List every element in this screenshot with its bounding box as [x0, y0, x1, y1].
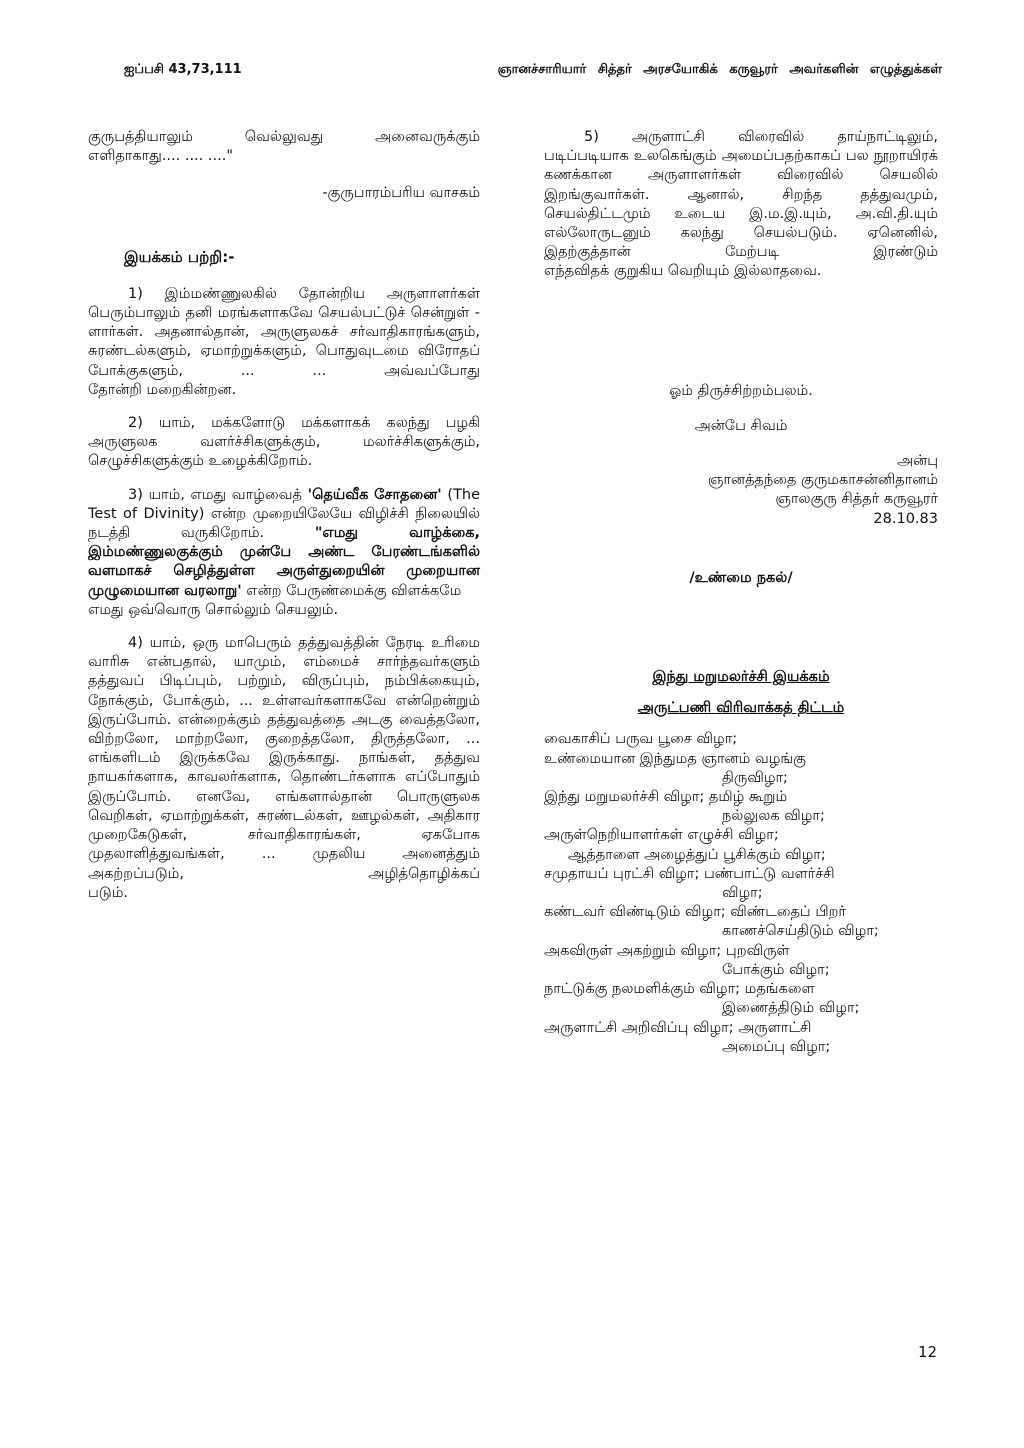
- point-1-text: 1) இம்மண்ணுலகில் தோன்றிய அருளாளர்கள் பெரும்பாலும் தனி மரங்களாகவே செயல்பட்டுச் சென்றுள் - ளார்கள். அதனால்தான், அருளுலகச் சர்வாதிகாரங்களும், சுரண்டல்களும், ஏமாற்றுக்களும், பொதுவுடமை விரோதப் போக்குகளும், ... ... அவ்வப்போது: [88, 285, 480, 379]
- header-author: ஞானச்சாரியார் சித்தர் அரசயோகிக் கருவூரர் அவர்களின் எழுத்துக்கள்: [497, 62, 942, 77]
- om-line: ஓம் திருச்சிற்றம்பலம்.: [669, 382, 813, 399]
- movement-title: இந்து மறுமலர்ச்சி இயக்கம்: [652, 669, 830, 686]
- left-column: [88, 128, 480, 903]
- quote-line-1: குருபத்தியாலும் வெல்லுவது அனைவருக்கும்: [88, 129, 480, 145]
- page-header: [124, 62, 942, 82]
- festival-line-cont: இணைத்திடும் விழா;: [722, 1000, 860, 1017]
- festival-line: இந்து மறுமலர்ச்சி விழா; தமிழ் கூறும்: [544, 789, 788, 806]
- list-item: [544, 1019, 938, 1057]
- festival-line: சமுதாயப் புரட்சி விழா; பண்பாட்டு வளர்ச்சி: [544, 865, 835, 882]
- point-3-bold-quote: "எமது வாழ்க்கை, இம்மண்ணுலகுக்கும் முன்பே அண்ட பேரண்டங்களில் வளமாகச் செழித்துள்ள அருள்துறையின் முறையான முழுமையான வரலாறு': [88, 525, 480, 599]
- signature-name: ஞாலகுரு சித்தர் கருவூரர்: [775, 491, 938, 508]
- festival-line: அகவிருள் அகற்றும் விழா; புறவிருள்: [544, 942, 790, 959]
- festival-line: கண்டவர் விண்டிடும் விழா; விண்டதைப் பிறர்: [544, 904, 846, 921]
- page-number: 12: [918, 1343, 938, 1361]
- point-3-bold-test: சோதனை': [374, 486, 442, 503]
- list-item: [544, 788, 938, 826]
- list-item: [544, 826, 938, 845]
- list-item: [544, 750, 938, 788]
- point-4: [88, 634, 480, 903]
- festival-list: [544, 730, 938, 1056]
- right-column: [544, 128, 938, 1057]
- festival-line-cont: போக்கும் விழா;: [722, 961, 830, 978]
- list-item: [544, 730, 938, 749]
- point-5: [544, 128, 938, 282]
- festival-line: ஆத்தாளை அழைத்துப் பூசிக்கும் விழா;: [568, 846, 826, 863]
- festival-line: அருளாட்சி அறிவிப்பு விழா; அருளாட்சி: [544, 1019, 812, 1036]
- signature-block: [544, 452, 938, 529]
- point-5-last-line: எந்தவிதக் குறுகிய வெறியும் இல்லாதவை.: [544, 263, 822, 280]
- quote-line-2: எளிதாகாது.... .... ....": [88, 148, 233, 165]
- point-5-text: 5) அருளாட்சி விரைவில் தாய்நாட்டிலும், படிப்படியாக உலகெங்கும் அமைப்பதற்காகப் பல நூறாயிரக் கணக்கான அருளாளர்கள் விரைவில் செயலில் இறங்குவார்கள். ஆனால், சிறந்த தத்துவமும், செயல்திட்டமும் உடைய இ.ம.இ.யும், அ.வி.தி.யும் எல்லோருடனும் கலந்து செயல்படும். ஏனெனில், இதற்குத்தான் மேற்படி இரண்டும்: [544, 129, 938, 261]
- festival-line-cont: திருவிழா;: [722, 769, 788, 786]
- point-2: [88, 414, 480, 472]
- point-3-part-a: 3) யாம், எமது வாழ்வைத்: [128, 486, 302, 503]
- point-3-last-line: எமது ஒவ்வொரு சொல்லும் செயலும்.: [88, 601, 339, 618]
- festival-line: நாட்டுக்கு நலமளிக்கும் விழா; மதங்களை: [544, 981, 815, 998]
- signature-date: 28.10.83: [873, 510, 938, 527]
- point-3-text: [88, 486, 480, 601]
- signature-anbu: அன்பு: [897, 453, 938, 470]
- list-item: [544, 980, 938, 1018]
- point-2-last-line: செழுச்சிகளுக்கும் உழைக்கிறோம்.: [88, 453, 313, 470]
- point-4-last-line: படும்.: [88, 884, 129, 901]
- list-item: [544, 903, 938, 941]
- festival-line-cont: காணச்செய்திடும் விழா;: [722, 923, 879, 940]
- list-item: [544, 865, 938, 903]
- point-3-bold-divine: 'தெய்வீக: [307, 486, 369, 503]
- point-1: [88, 285, 480, 400]
- anbe-sivam: அன்பே சிவம்: [694, 417, 788, 434]
- festival-line-cont: அமைப்பு விழா;: [722, 1038, 831, 1055]
- quote-attribution: -குருபாரம்பரிய வாசகம்: [322, 185, 480, 202]
- point-3-part-f: என்ற பேருண்மைக்கு விளக்கமே: [241, 582, 462, 599]
- point-3: [88, 486, 480, 620]
- festival-line-cont: விழா;: [722, 885, 763, 902]
- plan-title: அருட்பணி விரிவாக்கத் திட்டம்: [637, 700, 845, 717]
- list-item: [544, 942, 938, 980]
- signature-title: ஞானத்தந்தை குருமகாசன்னிதானம்: [707, 472, 938, 489]
- section-heading: இயக்கம் பற்றி:-: [124, 247, 235, 266]
- point-4-text: 4) யாம், ஒரு மாபெரும் தத்துவத்தின் நேரடி உரிமை வாரிசு என்பதால், யாமும், எம்மைச் சார்ந்தவர்களும் தத்துவப் பிடிப்பும், பற்றும், விருப்பும், நம்பிக்கையும், நோக்கும், போக்கும், ... உள்ளவர்களாகவே என்றென்றும் இருப்போம். என்றைக்கும் தத்துவத்தை அடகு வைத்தலோ, விற்றலோ, மாற்றலோ, குறைத்தலோ, திருத்தலோ, ... எங்களிடம் இருக்கவே இருக்காது. நாங்கள், தத்துவ நாயகர்களாக, காவலர்களாக, தொண்டர்களாக எப்போதும் இருப்போம். எனவே, எங்களால்தான் பொருளுலக வெறிகள், ஏமாற்றுக்கள், சுரண்டல்கள், ஊழல்கள், அதிகார முறைகேடுகள், சர்வாதிகாரங்கள், ஏகபோக முதலாளித்துவங்கள், ... முதலிய அனைத்தும் அகற்றப்படும், அழித்தொழிக்கப்: [88, 635, 480, 882]
- festival-line: வைகாசிப் பருவ பூசை விழா;: [544, 731, 738, 748]
- point-2-text: 2) யாம், மக்களோடு மக்களாகக் கலந்து பழகி அருளுலக வளர்ச்சிகளுக்கும், மலர்ச்சிகளுக்கும்,: [88, 415, 480, 451]
- true-copy-note: /உண்மை நகல்/: [689, 569, 793, 586]
- list-item: [544, 846, 938, 865]
- festival-line: உண்மையான இந்துமத ஞானம் வழங்கு: [544, 750, 806, 767]
- festival-line-cont: நல்லுலக விழா;: [722, 808, 825, 825]
- festival-line: அருள்நெறியாளர்கள் எழுச்சி விழா;: [544, 827, 779, 844]
- header-issue: ஐப்பசி 43,73,111: [124, 62, 242, 77]
- point-1-last-line: தோன்றி மறைகின்றன.: [88, 381, 237, 398]
- point-3-part-d: (The Test of Divinity) என்ற முறையிலேயே விழிச்சி நிலையில் நடத்தி வருகிறோம்.: [88, 486, 481, 542]
